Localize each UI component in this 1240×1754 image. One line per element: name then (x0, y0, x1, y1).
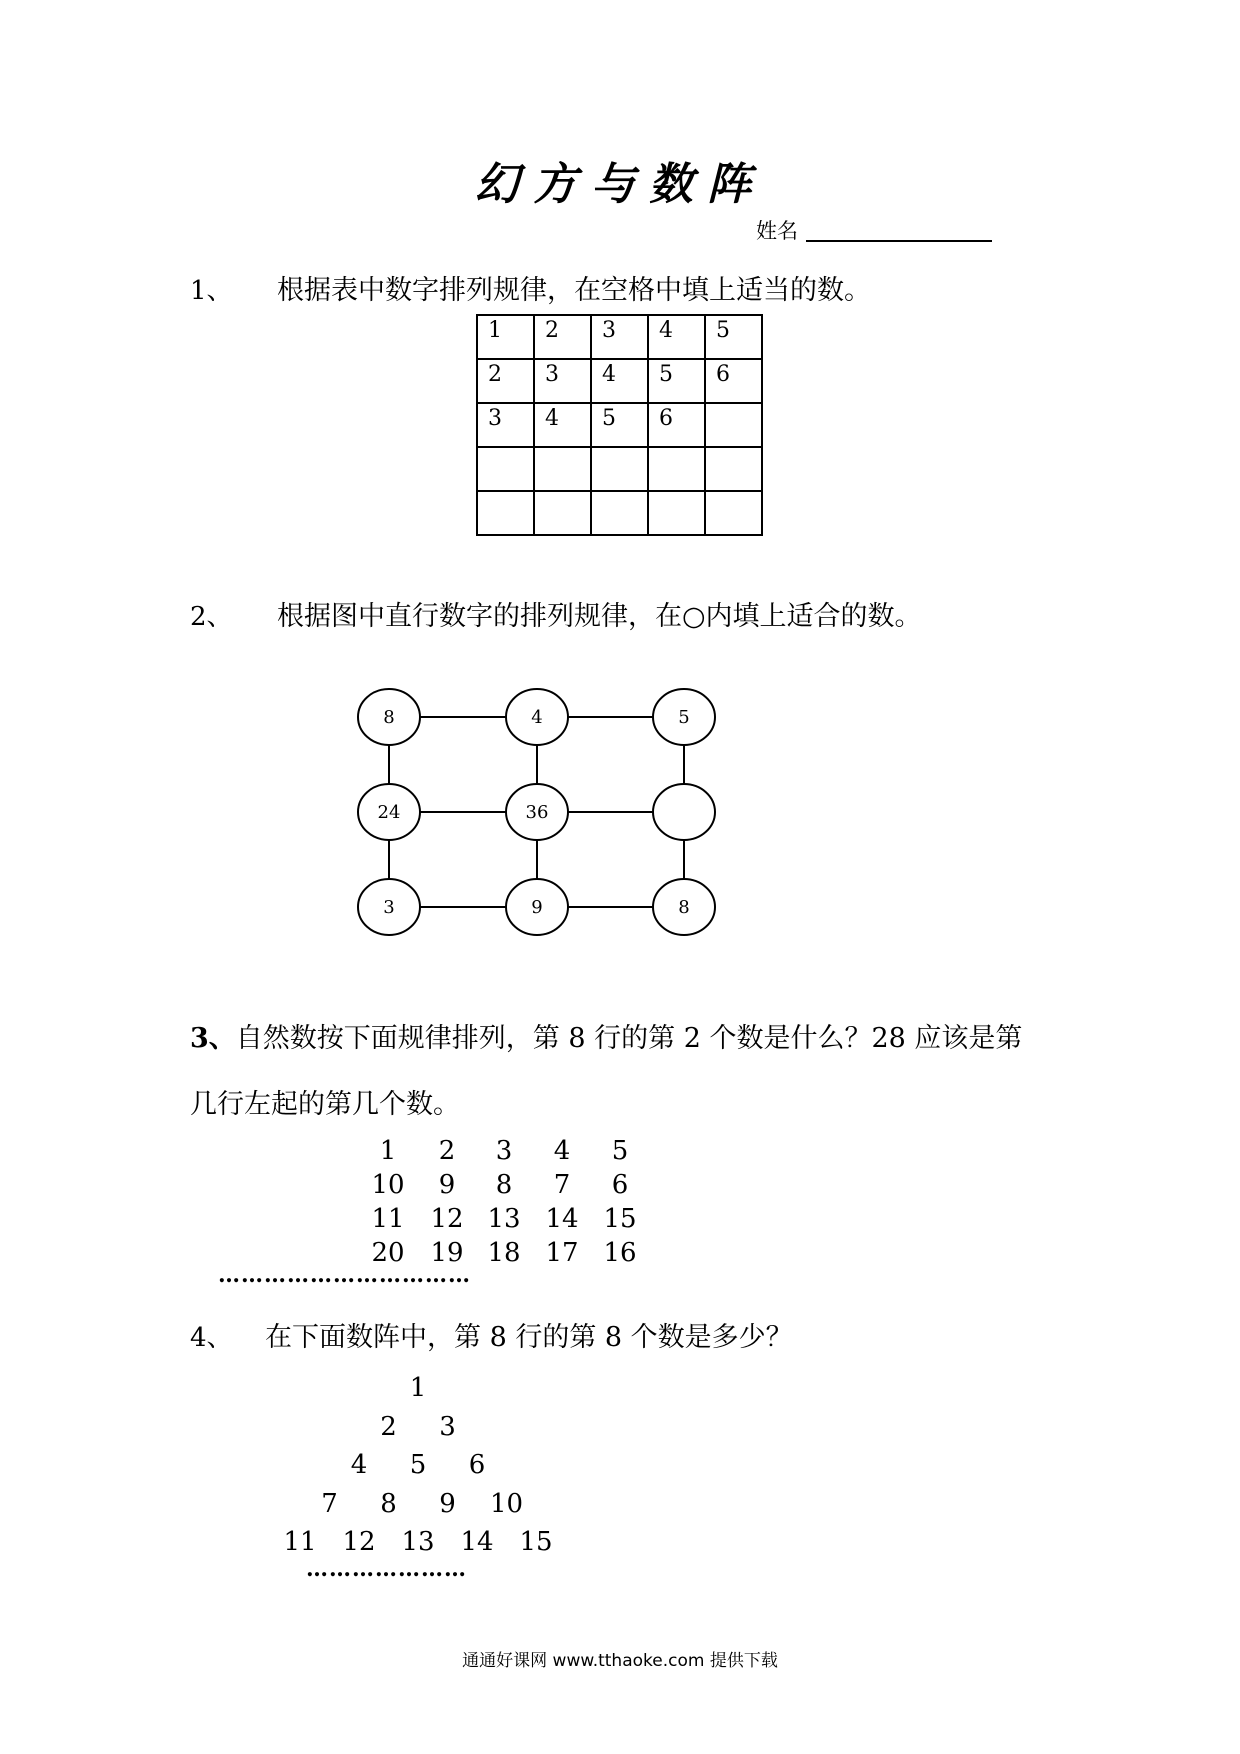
triangle-number: 12 (342, 1527, 376, 1557)
matrix-number: 15 (603, 1204, 637, 1234)
matrix-number: 8 (495, 1170, 513, 1200)
circle-node (506, 689, 568, 745)
triangle-number: 14 (460, 1527, 494, 1557)
grid-blank-cell[interactable] (591, 491, 648, 535)
matrix-number: 4 (553, 1136, 571, 1166)
q3-number: 3、 (190, 1023, 236, 1054)
grid-blank-cell[interactable] (648, 491, 705, 535)
matrix-number: 2 (438, 1136, 456, 1166)
grid-blank-cell[interactable] (477, 491, 534, 535)
triangle-number: 9 (439, 1489, 456, 1519)
grid-cell: 3 (591, 315, 648, 359)
matrix-number: 7 (553, 1170, 571, 1200)
grid-cell: 5 (705, 315, 762, 359)
grid-row (477, 359, 762, 403)
triangle-number: 13 (401, 1527, 435, 1557)
q4-number: 4、 (190, 1323, 233, 1353)
matrix-number: 18 (487, 1238, 521, 1268)
q4-ellipsis: ………………… (306, 1556, 467, 1582)
grid-cell: 1 (477, 315, 534, 359)
circle-value: 4 (531, 707, 543, 728)
grid-row (477, 315, 762, 359)
circle-value: 8 (678, 897, 690, 918)
grid-cell: 6 (648, 403, 705, 447)
q3-text-line1 (190, 1016, 1022, 1055)
triangle-number: 6 (468, 1450, 486, 1480)
name-blank-line[interactable] (806, 240, 992, 242)
matrix-number: 3 (495, 1136, 513, 1166)
grid-cell: 5 (648, 359, 705, 403)
circle-value: 5 (678, 707, 690, 728)
circle-node (506, 879, 568, 935)
matrix-number: 19 (430, 1238, 464, 1268)
q3-text-main: 自然数按下面规律排列，第 8 行的第 2 个数是什么？28 应该是第 (235, 1023, 1023, 1054)
grid-blank-cell[interactable] (648, 447, 705, 491)
matrix-number: 11 (371, 1204, 405, 1234)
matrix-number: 14 (545, 1204, 579, 1234)
page-title: 幻方与数阵 (475, 159, 765, 210)
grid-cell: 6 (705, 359, 762, 403)
circle-node (358, 879, 420, 935)
grid-row (477, 491, 762, 535)
grid-cell: 4 (534, 403, 591, 447)
q2-number: 2、 (190, 602, 233, 632)
triangle-number: 5 (409, 1450, 427, 1480)
circle-node (358, 784, 420, 840)
matrix-number: 20 (371, 1238, 405, 1268)
q2-circle-diagram (340, 680, 740, 950)
grid-blank-cell[interactable] (705, 491, 762, 535)
triangle-number: 1 (409, 1373, 427, 1403)
circle-value: 36 (525, 802, 549, 823)
grid-blank-cell[interactable] (477, 447, 534, 491)
circle-value: 8 (383, 707, 395, 728)
matrix-number: 13 (487, 1204, 521, 1234)
footer-credit: 通通好课网 www.tthaoke.com 提供下载 (462, 1651, 778, 1671)
grid-blank-cell[interactable] (705, 403, 762, 447)
q1-text: 根据表中数字排列规律，在空格中填上适当的数。 (277, 275, 871, 306)
name-label: 姓名 (756, 219, 798, 243)
grid-blank-cell[interactable] (705, 447, 762, 491)
triangle-number: 4 (350, 1450, 368, 1480)
triangle-number: 2 (380, 1412, 397, 1442)
triangle-number: 15 (519, 1527, 553, 1557)
matrix-number: 17 (545, 1238, 579, 1268)
grid-blank-cell[interactable] (534, 491, 591, 535)
grid-row (477, 403, 762, 447)
q1-number-grid (476, 314, 763, 536)
circle-value: 24 (377, 802, 401, 823)
grid-cell: 3 (534, 359, 591, 403)
grid-cell: 4 (648, 315, 705, 359)
matrix-number: 9 (438, 1170, 456, 1200)
matrix-number: 12 (430, 1204, 464, 1234)
circle-blank-node[interactable] (653, 784, 715, 840)
circle-node (506, 784, 568, 840)
triangle-number: 7 (321, 1489, 338, 1519)
q2-text: 根据图中直行数字的排列规律，在○内填上适合的数。 (277, 601, 922, 632)
circle-node (653, 879, 715, 935)
grid-row (477, 447, 762, 491)
matrix-number: 16 (603, 1238, 637, 1268)
q4-text: 在下面数阵中，第 8 行的第 8 个数是多少？ (265, 1322, 793, 1353)
circle-node (358, 689, 420, 745)
q3-text-line2: 几行左起的第几个数。 (190, 1089, 460, 1120)
triangle-number: 3 (439, 1412, 456, 1442)
matrix-number: 10 (371, 1170, 405, 1200)
circle-value: 3 (383, 897, 395, 918)
grid-cell: 3 (477, 403, 534, 447)
matrix-number: 5 (611, 1136, 629, 1166)
grid-cell: 2 (534, 315, 591, 359)
grid-blank-cell[interactable] (534, 447, 591, 491)
q1-number: 1、 (190, 276, 233, 306)
q3-ellipsis: …………………………… (218, 1262, 471, 1288)
circle-shape (653, 784, 715, 840)
circle-node (653, 689, 715, 745)
grid-blank-cell[interactable] (591, 447, 648, 491)
triangle-number: 11 (283, 1527, 317, 1557)
triangle-number: 8 (380, 1489, 397, 1519)
grid-cell: 2 (477, 359, 534, 403)
triangle-number: 10 (489, 1489, 524, 1519)
grid-cell: 4 (591, 359, 648, 403)
matrix-number: 6 (611, 1170, 629, 1200)
grid-cell: 5 (591, 403, 648, 447)
matrix-number: 1 (379, 1136, 397, 1166)
circle-value: 9 (531, 897, 543, 918)
